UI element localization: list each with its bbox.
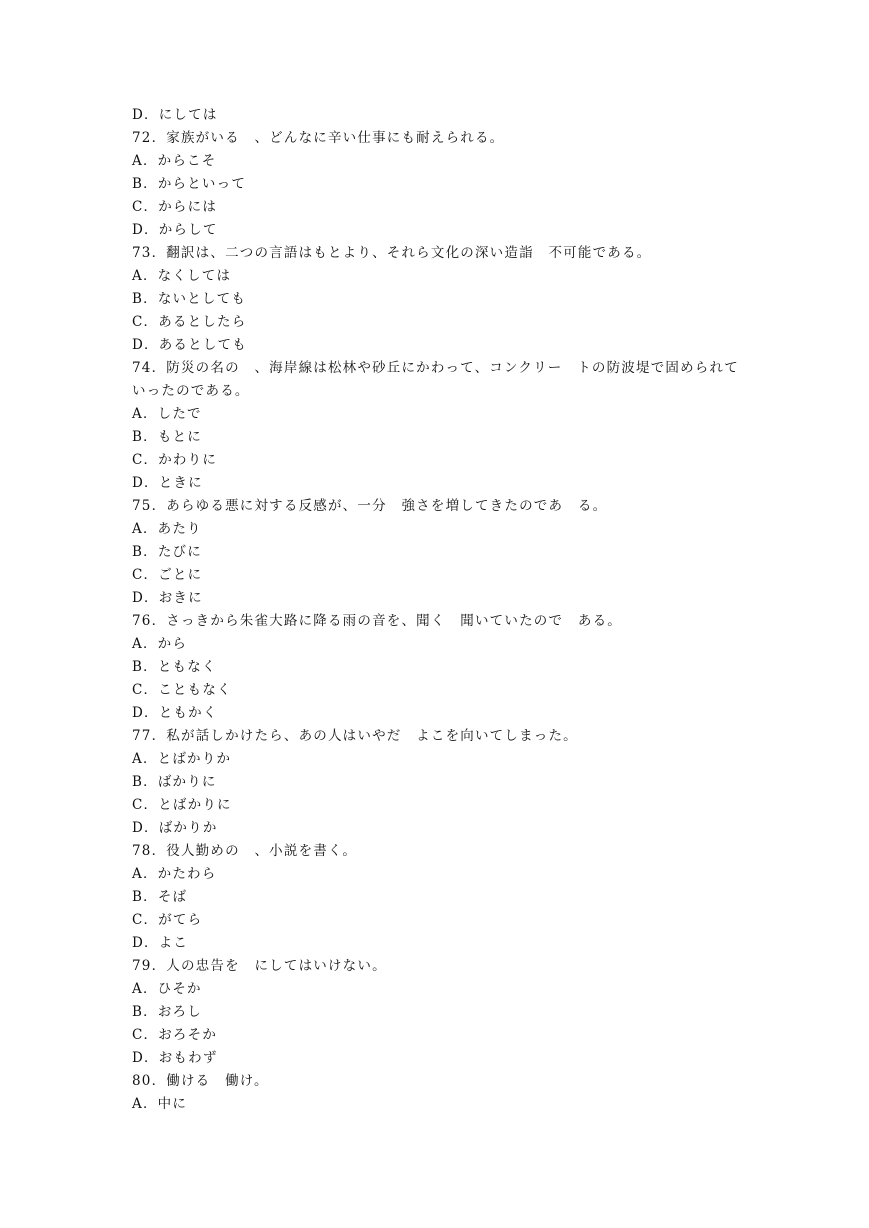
option-a: A．からこそ [132,153,217,169]
question-74-continuation: いったのである。 [132,383,250,399]
option-b: B．ともなく [132,659,217,675]
option-c: C．おろそか [132,1027,218,1043]
option-c: C．かわりに [132,452,218,468]
option-c: C．あるとしたら [132,314,247,330]
option-a: A．から [132,636,188,652]
option-d: D．ともかく [132,705,218,721]
option-d: D．ばかりか [132,820,218,836]
option-b: B．からといって [132,176,247,192]
question-79: 79．人の忠告を にしてはいけない。 [132,958,387,974]
option-b: B．ばかりに [132,774,217,790]
option-b: B．おろし [132,1004,202,1020]
question-72: 72．家族がいる 、どんなに辛い仕事にも耐えられる。 [132,130,505,146]
option-d: D．よこ [132,935,189,951]
option-a: A．かたわら [132,866,217,882]
option-c: C．がてら [132,912,203,928]
option-c: C．とばかりに [132,797,232,813]
option-d: D．にしては [132,107,218,123]
question-73: 73．翻訳は、二つの言語はもとより、それら文化の深い造詣 不可能である。 [132,245,652,261]
question-list [132,104,742,1116]
option-a: A．なくしては [132,268,232,284]
option-d: D．あるとしても [132,337,247,353]
question-80: 80．働ける 働け。 [132,1073,269,1089]
option-a: A．したで [132,406,202,422]
question-78: 78．役人勤めの 、小説を書く。 [132,843,358,859]
option-a: A．ひそか [132,981,202,997]
option-c: C．ごとに [132,567,203,583]
option-c: C．からには [132,199,218,215]
option-a: A．あたり [132,521,202,537]
option-a: A．中に [132,1096,188,1112]
option-d: D．おきに [132,590,203,606]
question-75: 75．あらゆる悪に対する反感が、一分 強さを増してきたのであ る。 [132,498,608,514]
option-a: A．とばかりか [132,751,232,767]
question-74: 74．防災の名の 、海岸線は松林や砂丘にかわって、コンクリー トの防波堤で固められて [132,360,739,376]
option-b: B．そば [132,889,188,905]
option-d: D．おもわず [132,1050,218,1066]
option-d: D．ときに [132,475,203,491]
option-b: B．たびに [132,544,202,560]
option-c: C．こともなく [132,682,232,698]
option-b: B．ないとしても [132,291,247,307]
question-76: 76．さっきから朱雀大路に降る雨の音を、聞く 聞いていたので ある。 [132,613,622,629]
question-77: 77．私が話しかけたら、あの人はいやだ よこを向いてしまった。 [132,728,578,744]
option-b: B．もとに [132,429,202,445]
option-d: D．からして [132,222,218,238]
